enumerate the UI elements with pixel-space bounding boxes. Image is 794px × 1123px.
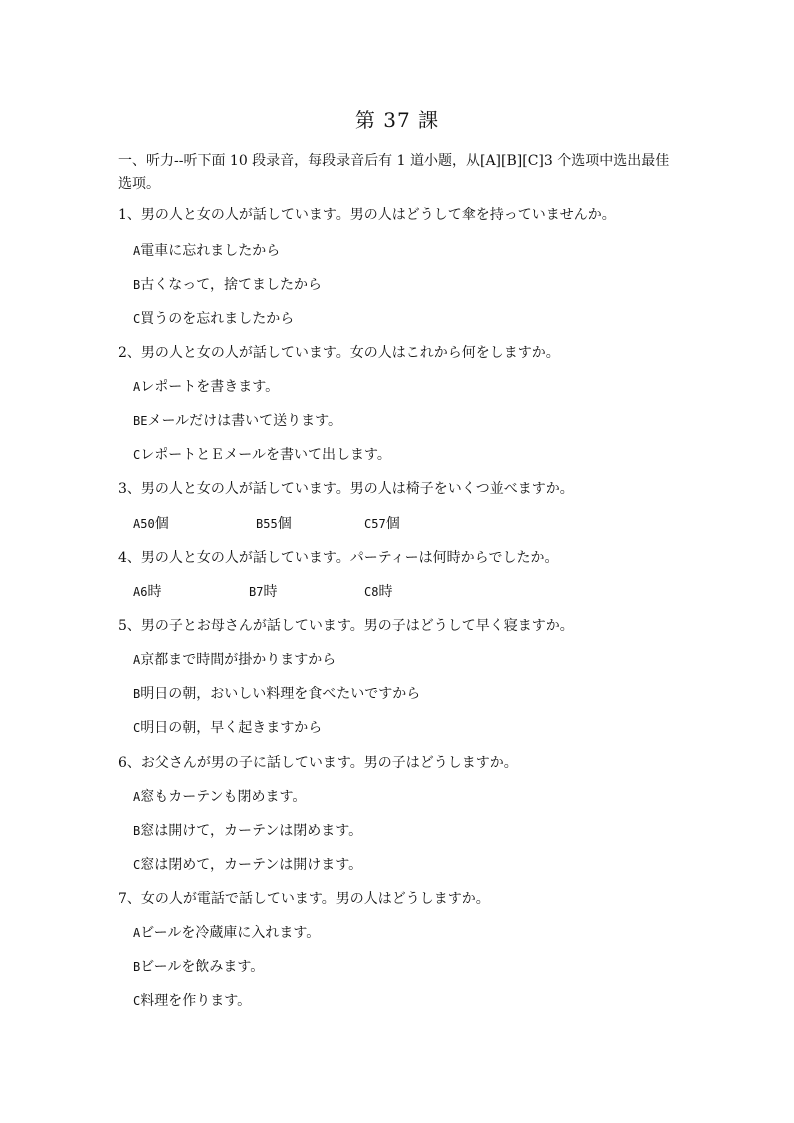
option-text: 窓は閉めて，カーテンは開けます。 — [140, 857, 363, 873]
option-label: A50 — [133, 517, 155, 531]
option-label: BE — [133, 414, 148, 428]
option-text: メールだけは書いて送ります。 — [147, 413, 343, 429]
option-label: C — [133, 721, 141, 735]
option-label: C — [133, 994, 141, 1008]
question-7-option-b — [133, 958, 264, 976]
question-7-option-c — [133, 992, 251, 1010]
option-text: レポートを書きます。 — [140, 379, 280, 395]
option-label: C8 — [364, 585, 379, 599]
question-4-option-c — [364, 583, 392, 601]
question-7-option-a — [133, 924, 320, 942]
question-2-stem: 2、男の人と女の人が話しています。女の人はこれから何をしますか。 — [118, 345, 560, 361]
option-label: C — [133, 448, 141, 462]
question-5-option-b — [133, 685, 420, 703]
question-5-option-a — [133, 651, 336, 669]
question-4-stem: 4、男の人と女の人が話しています。パーティーは何時からでしたか。 — [118, 550, 559, 566]
option-text: 明日の朝，早く起きますから — [140, 720, 323, 736]
option-label: B7 — [249, 585, 264, 599]
option-label: A — [133, 926, 141, 940]
option-text: 時 — [378, 584, 393, 600]
question-4-option-a — [133, 583, 161, 601]
option-text: 古くなって，捨てましたから — [140, 277, 322, 293]
option-text: 窓は開けて，カーテンは閉めます。 — [140, 823, 363, 839]
option-label: C — [133, 312, 141, 326]
question-3-stem: 3、男の人と女の人が話しています。男の人は椅子をいくつ並べますか。 — [118, 481, 574, 497]
question-7-stem: 7、女の人が電話で話しています。男の人はどうしますか。 — [118, 891, 490, 907]
question-6-option-a — [133, 788, 306, 806]
option-label: A6 — [133, 585, 148, 599]
option-text: 時 — [263, 584, 278, 600]
question-6-option-c — [133, 856, 362, 874]
option-label: A — [133, 653, 141, 667]
question-5-option-c — [133, 719, 322, 737]
question-1-option-c — [133, 310, 294, 328]
option-text: 京都まで時間が掛かりますから — [140, 652, 337, 668]
question-3-option-b — [256, 515, 292, 533]
option-label: B — [133, 278, 141, 292]
option-text: 時 — [147, 584, 162, 600]
option-label: B — [133, 960, 141, 974]
question-3-option-c — [364, 515, 400, 533]
option-text: ビールを冷蔵庫に入れます。 — [140, 925, 321, 941]
option-label: A — [133, 380, 141, 394]
option-text: 窓もカーテンも閉めます。 — [140, 789, 307, 805]
option-text: 個 — [277, 516, 292, 532]
option-text: 電車に忘れましたから — [140, 243, 281, 259]
option-label: B55 — [256, 517, 278, 531]
option-text: 明日の朝，おいしい料理を食べたいですから — [140, 686, 421, 702]
option-label: A — [133, 790, 141, 804]
question-4-option-b — [249, 583, 277, 601]
page-title: 第 37 課 — [354, 108, 440, 132]
question-2-option-c — [133, 446, 391, 464]
option-text: レポートとＥメールを書いて出します。 — [140, 447, 391, 463]
option-text: ビールを飲みます。 — [140, 959, 265, 975]
question-1-stem: 1、男の人と女の人が話しています。男の人はどうして傘を持っていませんか。 — [118, 207, 616, 223]
option-label: A — [133, 244, 141, 258]
question-6-option-b — [133, 822, 362, 840]
option-label: C57 — [364, 517, 386, 531]
option-text: 買うのを忘れましたから — [140, 311, 295, 327]
option-text: 個 — [154, 516, 169, 532]
option-text: 料理を作ります。 — [140, 993, 252, 1009]
option-label: B — [133, 687, 141, 701]
listening-instruction: 一、听力--听下面 10 段录音，每段录音后有 1 道小题，从[A][B][C]3 个选项中选出最佳选项。 — [118, 153, 670, 192]
option-label: C — [133, 858, 141, 872]
question-3-option-a — [133, 515, 169, 533]
option-label: B — [133, 824, 141, 838]
question-2-option-b — [133, 412, 342, 430]
question-2-option-a — [133, 378, 279, 396]
question-5-stem: 5、男の子とお母さんが話しています。男の子はどうして早く寝ますか。 — [118, 618, 574, 634]
option-text: 個 — [385, 516, 400, 532]
question-1-option-a — [133, 242, 280, 260]
question-6-stem: 6、お父さんが男の子に話しています。男の子はどうしますか。 — [118, 755, 518, 771]
question-1-option-b — [133, 276, 322, 294]
